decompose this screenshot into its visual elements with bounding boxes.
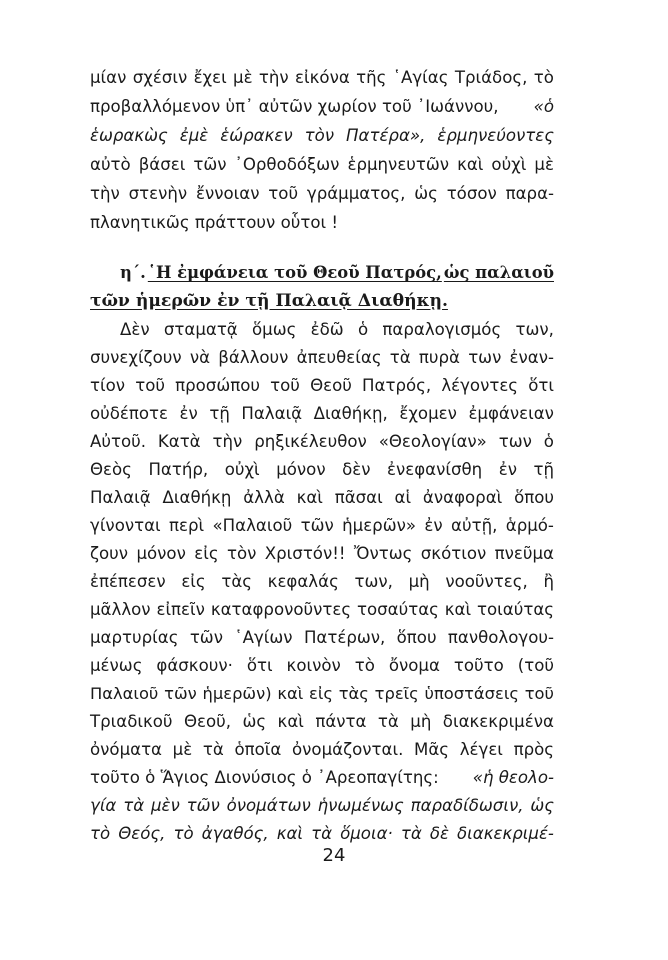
quote-line: γία τὰ μὲν τῶν ὀνομάτων ἡνωμένως παραδίδωσιν, ὡς (90, 796, 554, 815)
text-line: Παλαιοῦ τῶν ἡμερῶν) καὶ εἰς τὰς τρεῖς ὑποστάσεις τοῦ (90, 684, 554, 703)
section-number: η´. (120, 263, 146, 282)
section-heading (120, 261, 554, 287)
text-line: Δὲν σταματᾷ ὅμως ἐδῶ ὁ παραλογισμός των, (120, 320, 554, 339)
heading-text: ὡς παλαιοῦ (443, 263, 554, 282)
text-line: γίνονται περὶ «Παλαιοῦ τῶν ἡμερῶν» ἐν αὐτῇ, ἁρμό- (90, 516, 554, 535)
text-line: τίον τοῦ προσώπου τοῦ Θεοῦ Πατρός, λέγοντες ὅτι (90, 376, 554, 395)
text-line: ὀνόματα μὲ τὰ ὁποῖα ὀνομάζονται. Μᾶς λέγει πρὸς (90, 740, 554, 759)
quote-line: τὸ Θεός, τὸ ἀγαθός, καὶ τὰ ὅμοια· τὰ δὲ διακεκριμέ- (90, 824, 554, 843)
text-line: μαρτυρίας τῶν ῾Αγίων Πατέρων, ὅπου πανθολογου- (90, 628, 554, 647)
text-line: ἐπέπεσεν εἰς τὰς κεφαλάς των, μὴ νοοῦντες, ἢ (90, 572, 554, 591)
text-line: τὴν στενὴν ἔννοιαν τοῦ γράμματος, ὡς τόσον παρα- (90, 184, 554, 203)
text-line: μᾶλλον εἰπεῖν καταφρονοῦντες τοσαύτας καὶ τοιαύτας (90, 600, 554, 619)
text-line: τοῦτο ὁ Ἅγιος Διονύσιος ὁ ᾿Αρεοπαγίτης: «ἡ θεολο- (90, 768, 554, 787)
text-line: μένως φάσκουν· ὅτι κοινὸν τὸ ὄνομα τοῦτο (τοῦ (90, 656, 554, 675)
text-line: προβαλλόμενον ὑπ᾿ αὐτῶν χωρίον τοῦ ᾿Ιωάννου, «ὁ (90, 97, 554, 116)
text-line: οὐδέποτε ἐν τῇ Παλαιᾷ Διαθήκῃ, ἔχομεν ἐμφάνειαν (90, 404, 554, 423)
text-line: Θεὸς Πατήρ, οὐχὶ μόνον δὲν ἐνεφανίσθη ἐν τῇ (90, 460, 554, 479)
text-line: συνεχίζουν νὰ βάλλουν ἀπευθείας τὰ πυρὰ των ἐναν- (90, 348, 554, 367)
text-line: ζουν μόνον εἰς τὸν Χριστόν!! Ὄντως σκότιον πνεῦμα (90, 544, 554, 563)
text-line: Αὐτοῦ. Κατὰ τὴν ρηξικέλευθον «Θεολογίαν» των ὁ (90, 432, 554, 451)
text-line: Τριαδικοῦ Θεοῦ, ὡς καὶ πάντα τὰ μὴ διακεκριμένα (90, 712, 554, 731)
text-line: ἑωρακὼς ἐμὲ ἑώρακεν τὸν Πατέρα», ἑρμηνεύοντες (90, 126, 554, 145)
heading-text: ῾Η ἐμφάνεια τοῦ Θεοῦ Πατρός, (147, 263, 442, 282)
text-line: πλανητικῶς πράττουν οὗτοι ! (90, 213, 339, 232)
text-line: μίαν σχέσιν ἔχει μὲ τὴν εἰκόνα τῆς ῾Αγίας Τριάδος, τὸ (90, 68, 554, 87)
page-number: 24 (322, 845, 346, 866)
section-heading-line2: τῶν ἡμερῶν ἐν τῇ Παλαιᾷ Διαθήκῃ. (90, 291, 448, 311)
text-line: Παλαιᾷ Διαθήκῃ ἀλλὰ καὶ πᾶσαι αἱ ἀναφοραὶ ὅπου (90, 488, 554, 507)
text-line: αὐτὸ βάσει τῶν ᾿Ορθοδόξων ἑρμηνευτῶν καὶ οὐχὶ μὲ (90, 155, 554, 174)
